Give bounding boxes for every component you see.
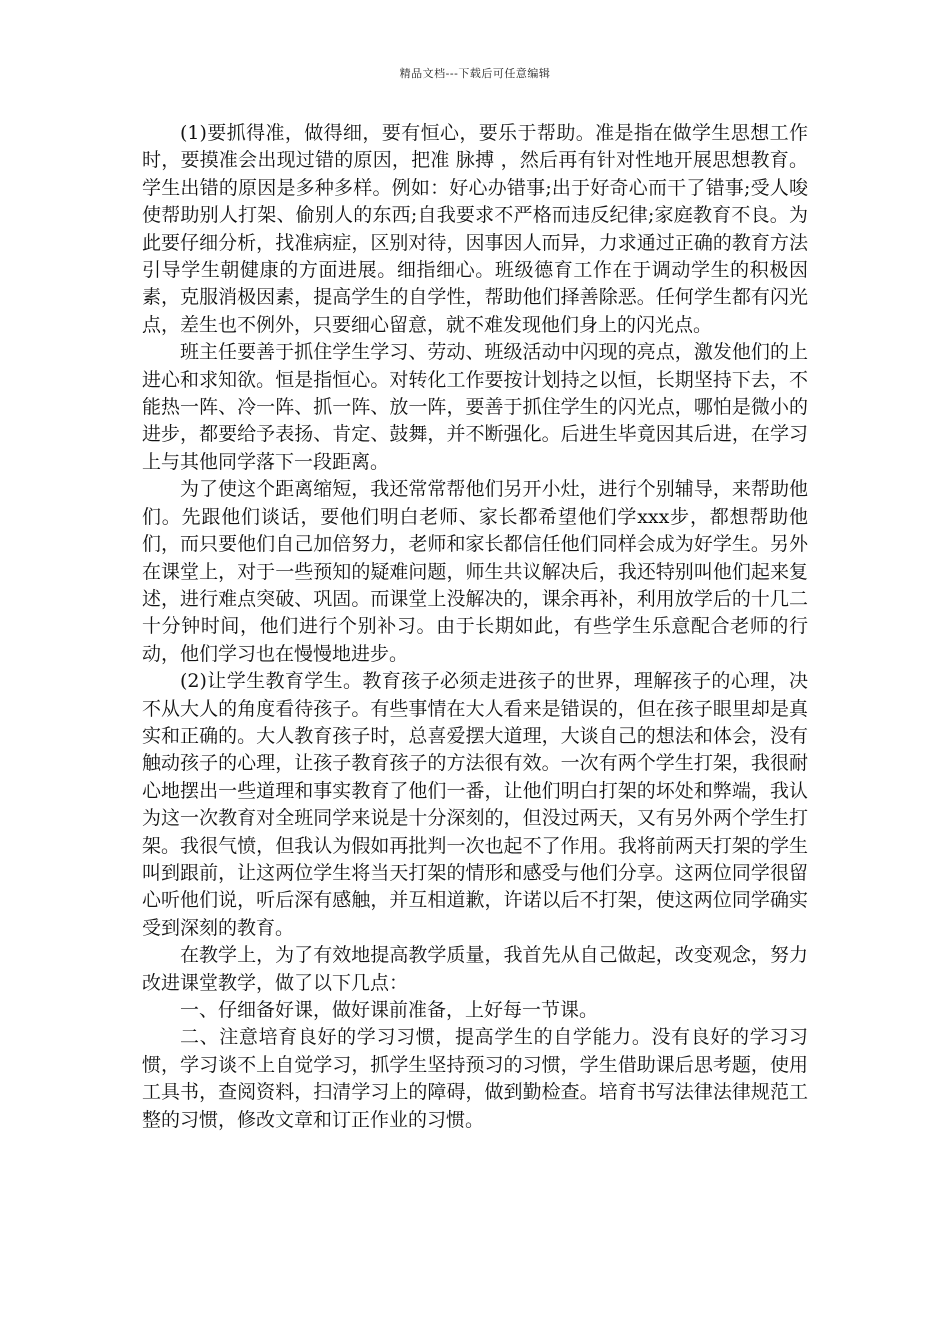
paragraph-3: 为了使这个距离缩短，我还常常帮他们另开小灶，进行个别辅导，来帮助他们。先跟他们谈话，要他们明白老师、家长都希望他们学xxx步，都想帮助他们，而只要他们自己加倍努力，老师和家长都信任他们同样会成为好学生。另外在课堂上，对于一些预知的疑难问题，师生共议解决后，我还特别叫他们起来复述，进行难点突破、巩固。而课堂上没解决的，课余再补，利用放学后的十几二十分钟时间，他们进行个别补习。由于长期如此，有些学生乐意配合老师的行动，他们学习也在慢慢地进步。 (142, 478, 808, 665)
paragraph-7: 二、注意培育良好的学习习惯，提高学生的自学能力。没有良好的学习习惯，学习谈不上自觉学习，抓学生坚持预习的习惯，学生借助课后思考题，使用工具书，查阅资料，扫清学习上的障碍，做到勤检查。培育书写法律法律规范工整的习惯，修改文章和订正作业的习惯。 (142, 1026, 808, 1131)
document-body (142, 120, 808, 1134)
paragraph-2: 班主任要善于抓住学生学习、劳动、班级活动中闪现的亮点，激发他们的上进心和求知欲。恒是指恒心。对转化工作要按计划持之以恒，长期坚持下去，不能热一阵、冷一阵、抓一阵、放一阵，要善于抓住学生的闪光点，哪怕是微小的进步，都要给予表扬、肯定、鼓舞，并不断强化。后进生毕竟因其后进，在学习上与其他同学落下一段距离。 (142, 341, 808, 473)
paragraph-5: 在教学上，为了有效地提高教学质量，我首先从自己做起，改变观念，努力改进课堂教学，做了以下几点： (142, 944, 808, 994)
paragraph-1: (1)要抓得准，做得细，要有恒心，要乐于帮助。准是指在做学生思想工作时，要摸准会出现过错的原因，把准 脉搏 ，然后再有针对性地开展思想教育。学生出错的原因是多种多样。例如：好心办错事;出于好奇心而干了错事;受人唆使帮助别人打架、偷别人的东西;自我要求不严格而违反纪律;家庭教育不良。为此要仔细分析，找准病症，区别对待，因事因人而异，力求通过正确的教育方法引导学生朝健康的方面进展。细指细心。班级德育工作在于调动学生的积极因素，克服消极因素，提高学生的自学性，帮助他们择善除恶。任何学生都有闪光点，差生也不例外，只要细心留意，就不难发现他们身上的闪光点。 (142, 122, 808, 336)
paragraph-4: (2)让学生教育学生。教育孩子必须走进孩子的世界，理解孩子的心理，决不从大人的角度看待孩子。有些事情在大人看来是错误的，但在孩子眼里却是真实和正确的。大人教育孩子时，总喜爱摆大道理，大谈自己的想法和体会，没有触动孩子的心理，让孩子教育孩子的方法很有效。一次有两个学生打架，我很耐心地摆出一些道理和事实教育了他们一番，让他们明白打架的坏处和弊端，我认为这一次教育对全班同学来说是十分深刻的，但没过两天，又有另外两个学生打架。我很气愤，但我认为假如再批判一次也起不了作用。我将前两天打架的学生叫到跟前，让这两位学生将当天打架的情形和感受与他们分享。这两位同学很留心听他们说，听后深有感触，并互相道歉，许诺以后不打架，使这两位同学确实受到深刻的教育。 (142, 670, 808, 939)
paragraph-6: 一、仔细备好课，做好课前准备，上好每一节课。 (180, 999, 599, 1021)
header-note: 精品文档---下载后可任意编辑 (399, 67, 551, 80)
